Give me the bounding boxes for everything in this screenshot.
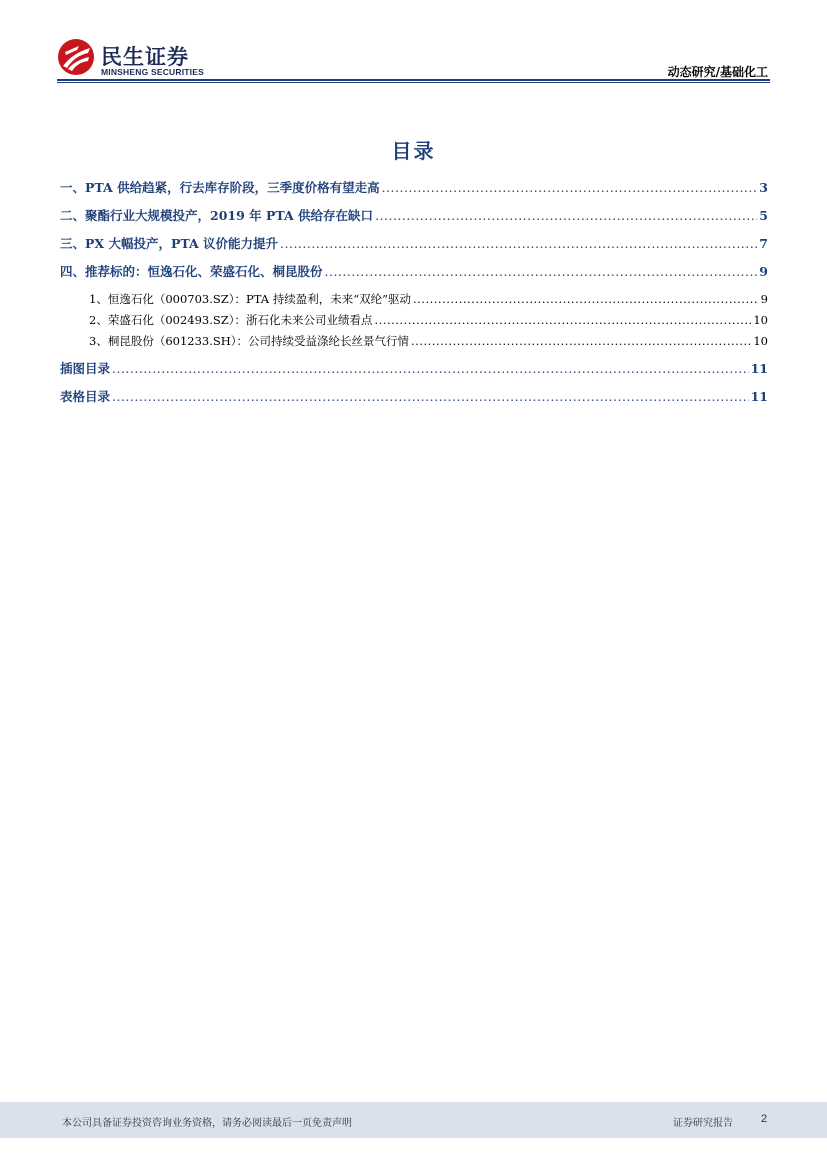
footer-report-type: 证券研究报告 — [673, 1118, 733, 1129]
toc-leader-dots — [112, 389, 749, 402]
toc-entry-label: 一、PTA 供给趋紧，行去库存阶段，三季度价格有望走高 — [60, 180, 380, 195]
toc-entry-page: 9 — [759, 264, 768, 279]
logo-name-cn: 民生证券 — [101, 45, 189, 69]
toc-entry-label: 插图目录 — [60, 361, 111, 376]
toc-leader-dots — [375, 208, 757, 221]
toc-entry-label: 1、恒逸石化（000703.SZ）：PTA 持续盈利，未来“双纶”驱动 — [89, 292, 411, 306]
toc-entry-tables[interactable] — [60, 387, 768, 405]
toc-entry-page: 3 — [759, 180, 768, 195]
toc-entry-page: 7 — [759, 236, 768, 251]
toc-entry-page: 10 — [753, 334, 768, 348]
toc-entry-label: 四、推荐标的：恒逸石化、荣盛石化、桐昆股份 — [60, 264, 323, 279]
toc-entry-page: 11 — [750, 389, 768, 404]
toc-subentry-3[interactable] — [60, 333, 768, 349]
minsheng-logo-icon — [57, 38, 95, 76]
report-section: 动态研究/基础化工 — [667, 65, 768, 79]
toc-title: 目录 — [391, 139, 436, 163]
page-number: 2 — [761, 1113, 768, 1125]
logo-name-en: MINSHENG SECURITIES — [101, 67, 204, 77]
toc-leader-dots — [325, 264, 758, 277]
toc-entry-label: 二、聚酯行业大规模投产，2019 年 PTA 供给存在缺口 — [60, 208, 374, 223]
header-divider — [57, 79, 770, 81]
toc-subentry-2[interactable] — [60, 312, 768, 328]
footer-disclaimer: 本公司具备证券投资咨询业务资格，请务必阅读最后一页免责声明 — [62, 1118, 352, 1129]
toc-entry-2[interactable] — [60, 206, 768, 224]
toc-entry-page: 9 — [760, 292, 768, 306]
toc-leader-dots — [411, 334, 751, 346]
toc-entry-label: 三、PX 大幅投产，PTA 议价能力提升 — [60, 236, 279, 251]
toc-leader-dots — [280, 236, 757, 249]
page-footer — [0, 1102, 827, 1138]
toc-leader-dots — [375, 313, 752, 325]
toc-entry-page: 10 — [753, 313, 768, 327]
toc-entry-page: 5 — [759, 208, 768, 223]
toc-leader-dots — [112, 361, 749, 374]
toc-entry-3[interactable] — [60, 234, 768, 252]
toc-entry-figures[interactable] — [60, 359, 768, 377]
page-header — [57, 36, 770, 82]
toc-subentry-1[interactable] — [60, 291, 768, 307]
toc-entry-1[interactable] — [60, 178, 768, 196]
toc-leader-dots — [382, 180, 758, 193]
toc-entry-label: 3、桐昆股份（601233.SH）：公司持续受益涤纶长丝景气行情 — [89, 334, 410, 348]
company-logo — [57, 38, 217, 80]
toc-entry-4[interactable] — [60, 262, 768, 280]
toc-entry-label: 2、荣盛石化（002493.SZ）：浙石化未来公司业绩看点 — [89, 313, 373, 327]
toc-leader-dots — [413, 292, 759, 304]
header-divider-thin — [57, 82, 770, 83]
toc-entry-page: 11 — [750, 361, 768, 376]
toc-entry-label: 表格目录 — [60, 389, 111, 404]
